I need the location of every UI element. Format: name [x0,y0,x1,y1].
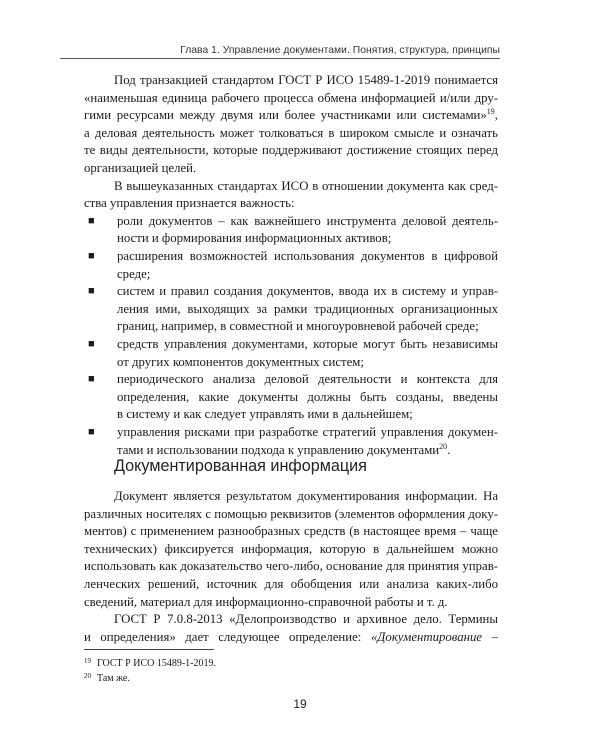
list-item-cont: в систему и как следует управлять ими в дальнейшем; [117,407,413,422]
text-line: организацией целей. [84,161,197,175]
list-item-cont: ности и формирования информационных активов; [117,231,392,246]
list-item-cont: среде; [117,266,151,281]
running-head: Глава 1. Управление документами. Понятия, структура, принципы [180,45,500,56]
text-line: «наименьшая единица рабочего процесса обмена информацией и/или дру- [84,90,498,105]
italic-term: «Документирование – [370,629,498,644]
footnote-number: 19 [84,657,91,665]
list-item: систем и правил создания документов, ввода их в систему и управ- [117,284,498,299]
text-line: ства управления признается важность: [84,196,295,211]
list-item-cont: тами и использовании подхода к управлению документами$^{20}$. [117,441,451,457]
footnote-text: ГОСТ Р ИСО 15489-1-2019. [97,658,216,669]
bullet-marker: ■ [88,285,95,298]
list-item: расширения возможностей использования документов в цифровой [117,249,498,263]
text-line: и определения» дает следующее определение: «Документирование – [84,629,498,644]
list-item: средств управления документами, которые могут быть независимы [117,337,498,351]
list-item: роли документов – как важнейшего инструмента деловой деятель- [117,213,498,228]
bullet-marker: ■ [88,373,95,386]
list-item-cont: определения, какие документы должны быть созданы, введены [117,389,498,404]
footnote-rule [84,649,214,650]
text-line: сведений, материал для информационно-справочной работы и т. д. [84,594,448,609]
page-number: 19 [293,697,307,711]
text-line: ментов) с применением разнообразных средств (в настоящее время – чаще [84,524,498,539]
text-line: гими ресурсами между двумя или более участниками или системами»$^{19}$, [84,107,498,123]
bullet-marker: ■ [88,250,95,262]
list-item-cont: границ, например, в совместной и многоуровневой рабочей среде; [117,319,479,334]
bullet-marker: ■ [88,214,95,227]
footnote [84,655,216,670]
list-item-cont: ления ими, выходящих за рамки традиционных организационных [117,301,498,316]
text-line: а деловая деятельность может толковаться в широком смысле и означать [84,125,498,140]
text-line: ГОСТ Р 7.0.8-2013 «Делопроизводство и архивное дело. Термины [114,612,498,627]
footnote-ref[interactable]: 20 [439,441,448,451]
text-line: те виды деятельности, которые поддерживают достижение стоящих перед [84,143,498,158]
header-rule [60,58,500,59]
list-item: периодического анализа деловой деятельности и контекста для [117,372,498,387]
text-line: В вышеуказанных стандартах ИСО в отношении документа как сред- [114,178,498,193]
text-line: технических) фиксируется информация, которую в дальнейшем можно [84,541,498,556]
footnote-ref[interactable]: 19 [486,107,495,117]
footnote [84,670,130,685]
footnote-text: Там же. [97,673,130,684]
text-line: Документ является результатом документирования информации. На [114,489,498,503]
list-item-cont: от других компонентов документных систем; [117,354,364,369]
section-title: Документированная информация [114,457,367,475]
bullet-marker: ■ [88,426,95,438]
text-line: ленческих решений, источник для обобщения или анализа каких-либо [84,577,498,591]
bullet-marker: ■ [88,338,95,350]
list-item: управления рисками при разработке стратегий управления докумен- [117,425,498,439]
footnote-number: 20 [84,672,91,680]
text-line: использовать как доказательство чего-либо, основание для принятия управ- [84,559,498,574]
text-line: различных носителях с помощью реквизитов (элементов оформления доку- [84,506,498,521]
text-line: Под транзакцией стандартом ГОСТ Р ИСО 15489-1-2019 понимается [114,73,498,87]
